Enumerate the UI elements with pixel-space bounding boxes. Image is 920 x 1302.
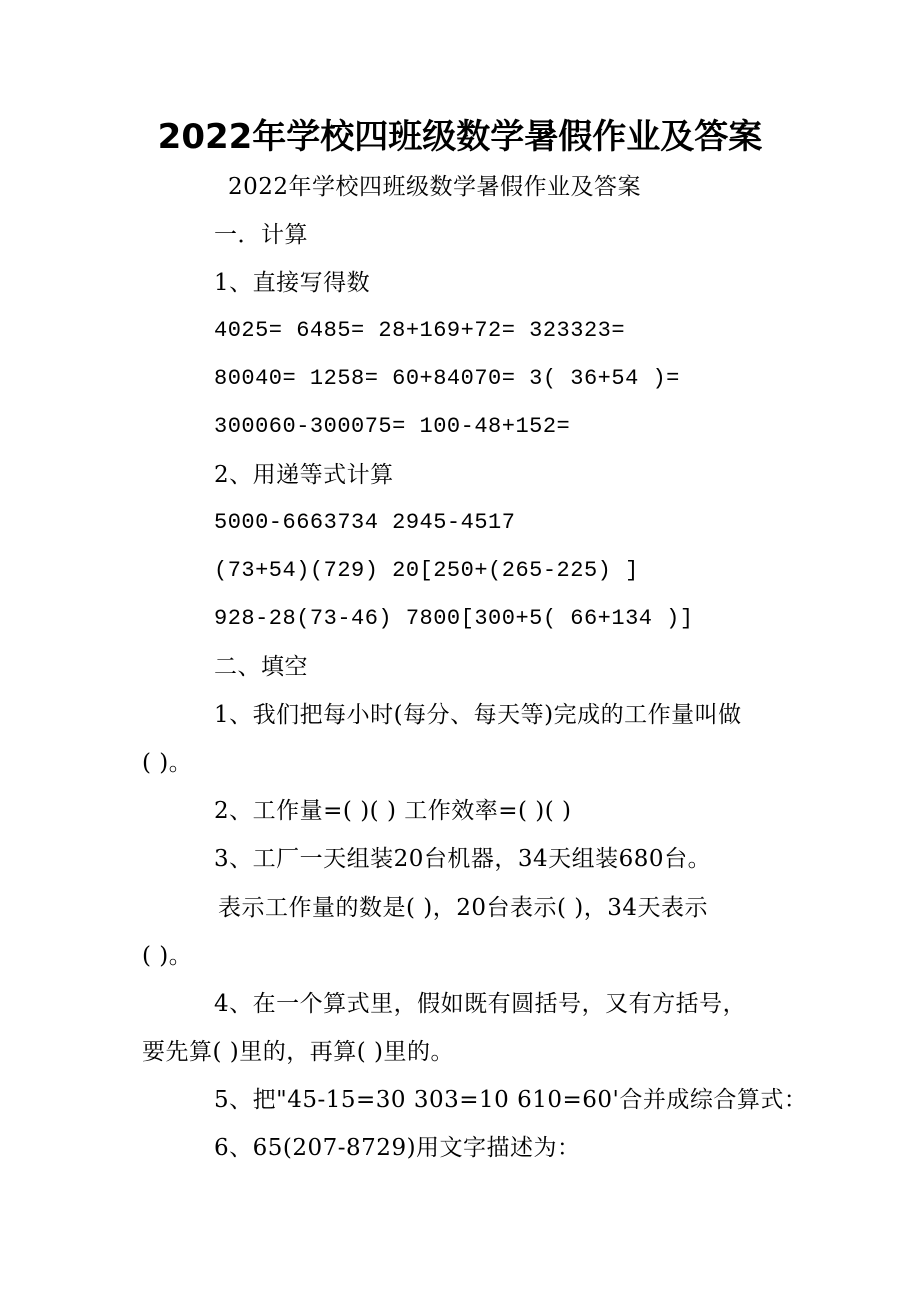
section-heading-fill-blank: 二、填空 <box>214 654 308 680</box>
question-text: ( )。 <box>142 750 193 776</box>
question-text: 表示工作量的数是( )，20台表示( )，34天表示 <box>218 895 709 921</box>
question-text: 1、我们把每小时(每分、每天等)完成的工作量叫做 <box>214 702 742 728</box>
question-text: ( )。 <box>142 943 193 969</box>
question-heading-stepwise: 2、用递等式计算 <box>214 462 394 488</box>
question-text: 3、工厂一天组装20台机器，34天组装680台。 <box>214 846 712 872</box>
equation-line: (73+54)(729) 20[250+(265-225) ] <box>214 558 639 583</box>
equation-line: 80040= 1258= 60+84070= 3( 36+54 )= <box>214 366 680 391</box>
question-text: 4、在一个算式里，假如既有圆括号，又有方括号， <box>214 991 747 1017</box>
subtitle-line: 2022年学校四班级数学暑假作业及答案 <box>228 174 642 200</box>
equation-line: 4025= 6485= 28+169+72= 323323= <box>214 318 626 343</box>
question-text: 5、把"45-15=30 303=10 610=60'合并成综合算式： <box>214 1087 808 1113</box>
question-heading-direct: 1、直接写得数 <box>214 270 371 296</box>
equation-line: 928-28(73-46) 7800[300+5( 66+134 )] <box>214 606 694 631</box>
document-title: 2022年学校四班级数学暑假作业及答案 <box>157 117 763 157</box>
equation-line: 300060-300075= 100-48+152= <box>214 414 571 439</box>
question-text: 2、工作量=( )( ) 工作效率=( )( ) <box>214 798 572 824</box>
section-heading-calculation: 一．计算 <box>214 222 308 248</box>
question-text: 6、65(207-8729)用文字描述为： <box>214 1135 581 1161</box>
equation-line: 5000-6663734 2945-4517 <box>214 510 516 535</box>
question-text: 要先算( )里的，再算( )里的。 <box>142 1039 455 1065</box>
